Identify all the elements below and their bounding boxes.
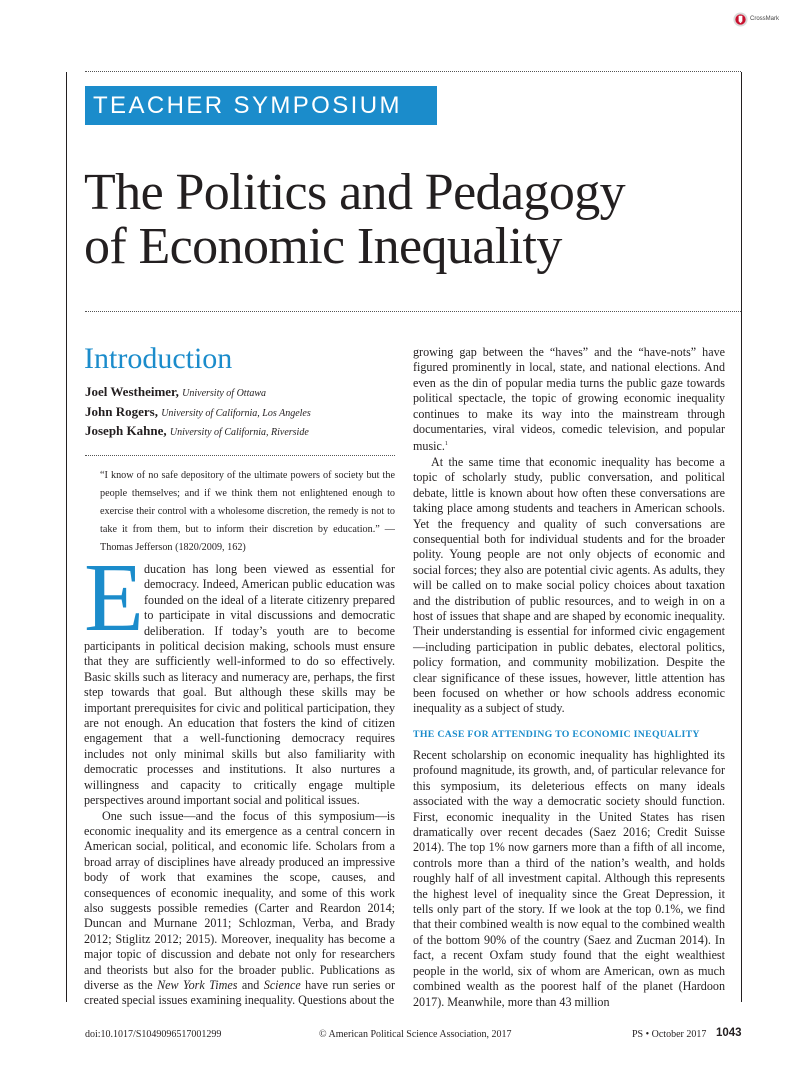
author-name: Joel Westheimer, — [85, 384, 179, 399]
author-affiliation: University of Ottawa — [182, 388, 267, 399]
right-paragraph-2: At the same time that economic inequality has become a topic of scholarly study, public conversation, and political debate, little is known about how often these conversations are taking place among students and teachers in American schools. Yet the frequency and quality of such conversations are consequential both for individual students and for the broader polity. Young people are not only objects of economic and social forces; they also are potential civic agents. As adults, they will be called on to make social policy choices about taxation and the distribution of public resources, and to weigh in on a host of issues that shape and are shaped by economic inequality. Their understanding is essential for informed civic engagement—including participation in public debates, electoral politics, policy formation, and community mobilization. Despite the clear significance of these issues, however, little attention has been focused on whether or how schools address economic inequality as a subject of study. — [413, 454, 725, 716]
left-margin-rule — [66, 72, 67, 1002]
author-3 — [85, 423, 309, 439]
right-column-text-bottom — [413, 748, 725, 1010]
dropcap-spacer — [84, 562, 144, 636]
author-name: John Rogers, — [85, 404, 158, 419]
article-title — [84, 166, 734, 274]
author-2 — [85, 404, 311, 420]
footer-page-number — [716, 1027, 742, 1039]
footnote-marker[interactable]: 1 — [444, 441, 448, 448]
subsection-heading: THE CASE FOR ATTENDING TO ECONOMIC INEQUALITY — [413, 729, 700, 740]
title-line-2: of Economic Inequality — [84, 218, 562, 275]
epigraph-quote: “I know of no safe depository of the ultimate powers of society but the people themselves; and if we think them not enlightened enough to exercise their control with a wholesome discretion, the remedy is not to take it from them, but to inform their discretion by education.” — Thomas Jefferson (1820/2009, 162) — [100, 470, 395, 553]
right-paragraph-1 — [413, 345, 725, 455]
crossmark-label: CrossMark — [750, 16, 780, 22]
drop-cap: E — [84, 544, 144, 652]
paragraph-2 — [84, 809, 395, 1009]
footer-journal: PS • October 2017 — [632, 1029, 707, 1040]
paragraph-2-and: and — [237, 977, 264, 992]
right-paragraph-1-text: growing gap between the “haves” and the “have-nots” have figured prominently in local, state, and national elections. And even as the din of popular media turns the public gaze towards political spectacle, the topic of growing economic inequality continues to make its way into the mainstream through documentaries, viral videos, comedic television, and popular music. — [413, 345, 725, 454]
left-column-text — [84, 562, 395, 1009]
section-banner: TEACHER SYMPOSIUM — [85, 86, 437, 125]
footer-copyright: © American Political Science Association, 2017 — [319, 1029, 512, 1040]
paragraph-1 — [84, 562, 395, 809]
publication-nyt: New York Times — [157, 977, 238, 992]
top-dotted-divider — [85, 71, 741, 72]
paragraph-1-text: ducation has long been viewed as essential for democracy. Indeed, American public education was founded on the ideal of a literate citizenry prepared to participate in vital discussions and democratic deliberation. If today’s youth are to become participants in political decision making, schools must ensure that they are sufficiently well-informed to do so effectively. Basic skills such as literacy and numeracy are, perhaps, the first step towards that goal. But although these skills may be important prerequisites for civic and political participation, they are not enough. An education that fosters the kind of citizen engagement that a well-functioning democracy requires includes not only minimal skills but also familiarity with democratic processes and institutions. It also nurtures a willingness and capacity to critically engage multiple perspectives around important social and political issues. — [84, 562, 395, 808]
title-line-1: The Politics and Pedagogy — [84, 164, 626, 221]
section-heading: Introduction — [84, 342, 233, 375]
author-affiliation: University of California, Riverside — [169, 427, 309, 438]
title-dotted-divider — [85, 311, 741, 312]
crossmark-icon — [733, 12, 748, 27]
crossmark-badge[interactable] — [733, 10, 793, 28]
author-affiliation: University of California, Los Angeles — [161, 408, 311, 419]
publication-science: Science — [263, 977, 301, 992]
authors-dotted-divider — [85, 455, 395, 456]
right-margin-rule — [741, 72, 742, 1002]
right-column-text-top — [413, 345, 725, 717]
paragraph-2-text-b: have run series or created special issues examining inequality. Questions about the — [84, 977, 396, 1008]
author-1 — [85, 384, 266, 400]
footer-doi[interactable]: doi:10.1017/S1049096517001299 — [85, 1029, 222, 1040]
paragraph-2-text-a: One such issue—and the focus of this symposium—is economic inequality and its emergence as a central concern in American social, political, and economic life. Scholars from a broad array of disciplines have already produced an impressive body of work that examines the scope, causes, and consequences of economic inequality, and some of this work also suggests possible remedies (Carter and Reardon 2014; Duncan and Murnane 2011; Schlozman, Verba, and Brady 2012; Stiglitz 2012; 2015). Moreover, inequality has become a major topic of discussion and debate not only for researchers and theorists but also for the broader public. Publications as diverse as the — [84, 808, 395, 992]
author-name: Joseph Kahne, — [85, 423, 167, 438]
page-number: 1043 — [716, 1027, 742, 1039]
right-paragraph-3: Recent scholarship on economic inequality has highlighted its profound magnitude, its growth, and, of particular relevance for this symposium, its deleterious effects on many ideals associated with the way a democratic society should function. First, economic inequality in the United States has risen dramatically over recent decades (Saez 2016; Credit Suisse 2014). The top 1% now garners more than a fifth of all income, controls more than a third of the nation’s wealth, and holds roughly half of all investment capital. Although this represents the highest level of inequality since the Great Depression, it tells only part of the story. If we look at the top 0.1%, we find that their combined wealth is now equal to the combined wealth of the bottom 90% of the country (Saez and Zucman 2014). In fact, a recent Oxfam study found that the eight wealthiest people in the world, six of whom are American, own as much combined wealth as the poorest half of the planet (Hardoon 2017). Meanwhile, more than 43 million — [413, 748, 725, 1009]
